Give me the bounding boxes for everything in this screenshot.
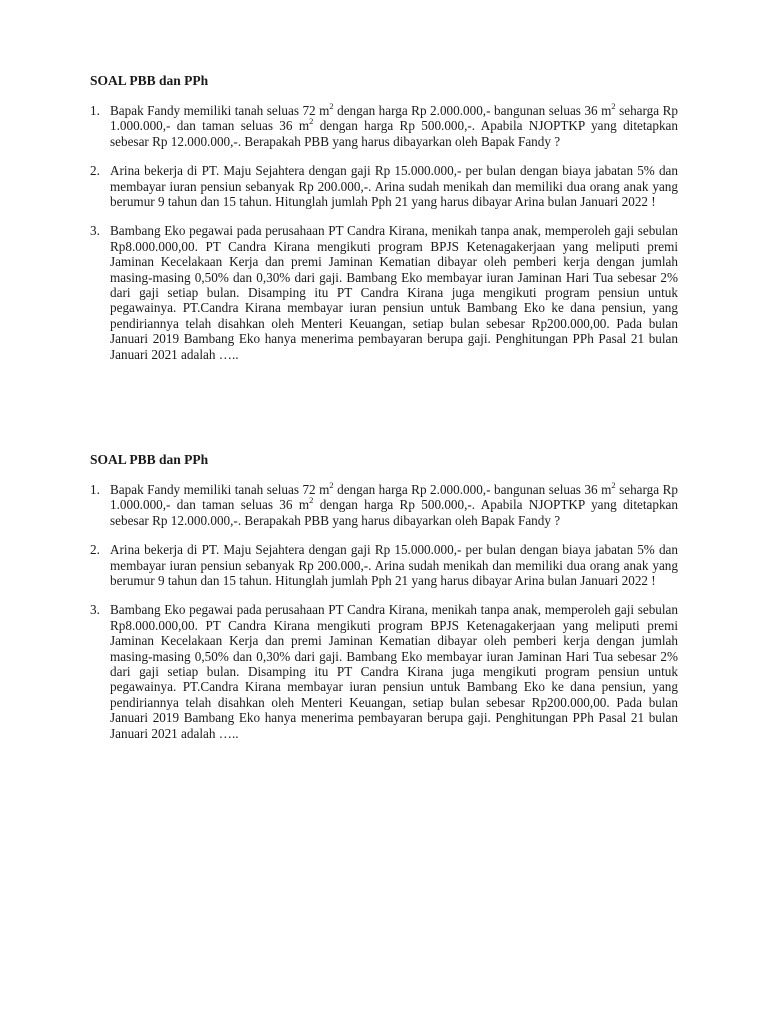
question-text: Arina bekerja di PT. Maju Sejahtera dengan gaji Rp 15.000.000,- per bulan dengan biaya jabatan 5% dan membayar iuran pensiun sebanyak Rp 200.000,-. Arina sudah menikah dan memiliki dua orang anak yang berumur 9 tahun dan 15 tahun. Hitunglah jumlah Pph 21 yang harus dibayar Arina bulan Januari 2022 ! bbox=[110, 542, 678, 589]
question-item-3 bbox=[90, 602, 678, 741]
question-item-1 bbox=[90, 100, 678, 149]
question-text: Bambang Eko pegawai pada perusahaan PT Candra Kirana, menikah tanpa anak, memperoleh gaji sebulan Rp8.000.000,00. PT Candra Kirana mengikuti program BPJS Ketenagakerjaan yang meliputi premi Jaminan Kecelakaan Kerja dan premi Jaminan Kematian dibayar oleh pemberi kerja dengan jumlah masing-masing 0,50% dan 0,30% dari gaji. Bambang Eko membayar iuran Jaminan Hari Tua sebesar 2% dari gaji setiap bulan. Disamping itu PT Candra Kirana juga mengikuti program pensiun untuk pegawainya. PT.Candra Kirana membayar iuran pensiun untuk Bambang Eko ke dana pensiun, yang pendiriannya telah disahkan oleh Menteri Keuangan, setiap bulan sebesar Rp200.000,00. Pada bulan Januari 2019 Bambang Eko hanya menerima pembayaran berupa gaji. Penghitungan PPh Pasal 21 bulan Januari 2021 adalah ….. bbox=[110, 223, 678, 362]
question-text: Bambang Eko pegawai pada perusahaan PT Candra Kirana, menikah tanpa anak, memperoleh gaji sebulan Rp8.000.000,00. PT Candra Kirana mengikuti program BPJS Ketenagakerjaan yang meliputi premi Jaminan Kecelakaan Kerja dan premi Jaminan Kematian dibayar oleh pemberi kerja dengan jumlah masing-masing 0,50% dan 0,30% dari gaji. Bambang Eko membayar iuran Jaminan Hari Tua sebesar 2% dari gaji setiap bulan. Disamping itu PT Candra Kirana juga mengikuti program pensiun untuk pegawainya. PT.Candra Kirana membayar iuran pensiun untuk Bambang Eko ke dana pensiun, yang pendiriannya telah disahkan oleh Menteri Keuangan, setiap bulan sebesar Rp200.000,00. Pada bulan Januari 2019 Bambang Eko hanya menerima pembayaran berupa gaji. Penghitungan PPh Pasal 21 bulan Januari 2021 adalah ….. bbox=[110, 602, 678, 741]
question-section-1 bbox=[90, 72, 678, 376]
question-list bbox=[90, 479, 678, 741]
question-list bbox=[90, 100, 678, 362]
question-number: 2. bbox=[90, 542, 100, 558]
question-item-1 bbox=[90, 479, 678, 528]
section-title: SOAL PBB dan PPh bbox=[90, 73, 209, 88]
question-number: 1. bbox=[90, 103, 100, 118]
question-number: 2. bbox=[90, 163, 100, 179]
section-title: SOAL PBB dan PPh bbox=[90, 452, 209, 467]
question-item-2 bbox=[90, 542, 678, 588]
question-number: 3. bbox=[90, 602, 100, 618]
question-text: Bapak Fandy memiliki tanah seluas 72 $m^2$ dengan harga Rp 2.000.000,- bangunan seluas 36 $m^2$ seharga Rp 1.000.000,- dan taman seluas 36 $m^2$ dengan harga Rp 500.000,-. Apabila NJOPTKP yang ditetapkan sebesar Rp 12.000.000,-. Berapakah PBB yang harus dibayarkan oleh Bapak Fandy ? bbox=[110, 100, 678, 149]
question-item-2 bbox=[90, 163, 678, 209]
question-text: Arina bekerja di PT. Maju Sejahtera dengan gaji Rp 15.000.000,- per bulan dengan biaya jabatan 5% dan membayar iuran pensiun sebanyak Rp 200.000,-. Arina sudah menikah dan memiliki dua orang anak yang berumur 9 tahun dan 15 tahun. Hitunglah jumlah Pph 21 yang harus dibayar Arina bulan Januari 2022 ! bbox=[110, 163, 678, 210]
question-number: 3. bbox=[90, 223, 100, 239]
question-section-2 bbox=[90, 451, 678, 755]
question-number: 1. bbox=[90, 482, 100, 497]
question-item-3 bbox=[90, 223, 678, 362]
question-text: Bapak Fandy memiliki tanah seluas 72 $m^2$ dengan harga Rp 2.000.000,- bangunan seluas 36 $m^2$ seharga Rp 1.000.000,- dan taman seluas 36 $m^2$ dengan harga Rp 500.000,-. Apabila NJOPTKP yang ditetapkan sebesar Rp 12.000.000,-. Berapakah PBB yang harus dibayarkan oleh Bapak Fandy ? bbox=[110, 479, 678, 528]
